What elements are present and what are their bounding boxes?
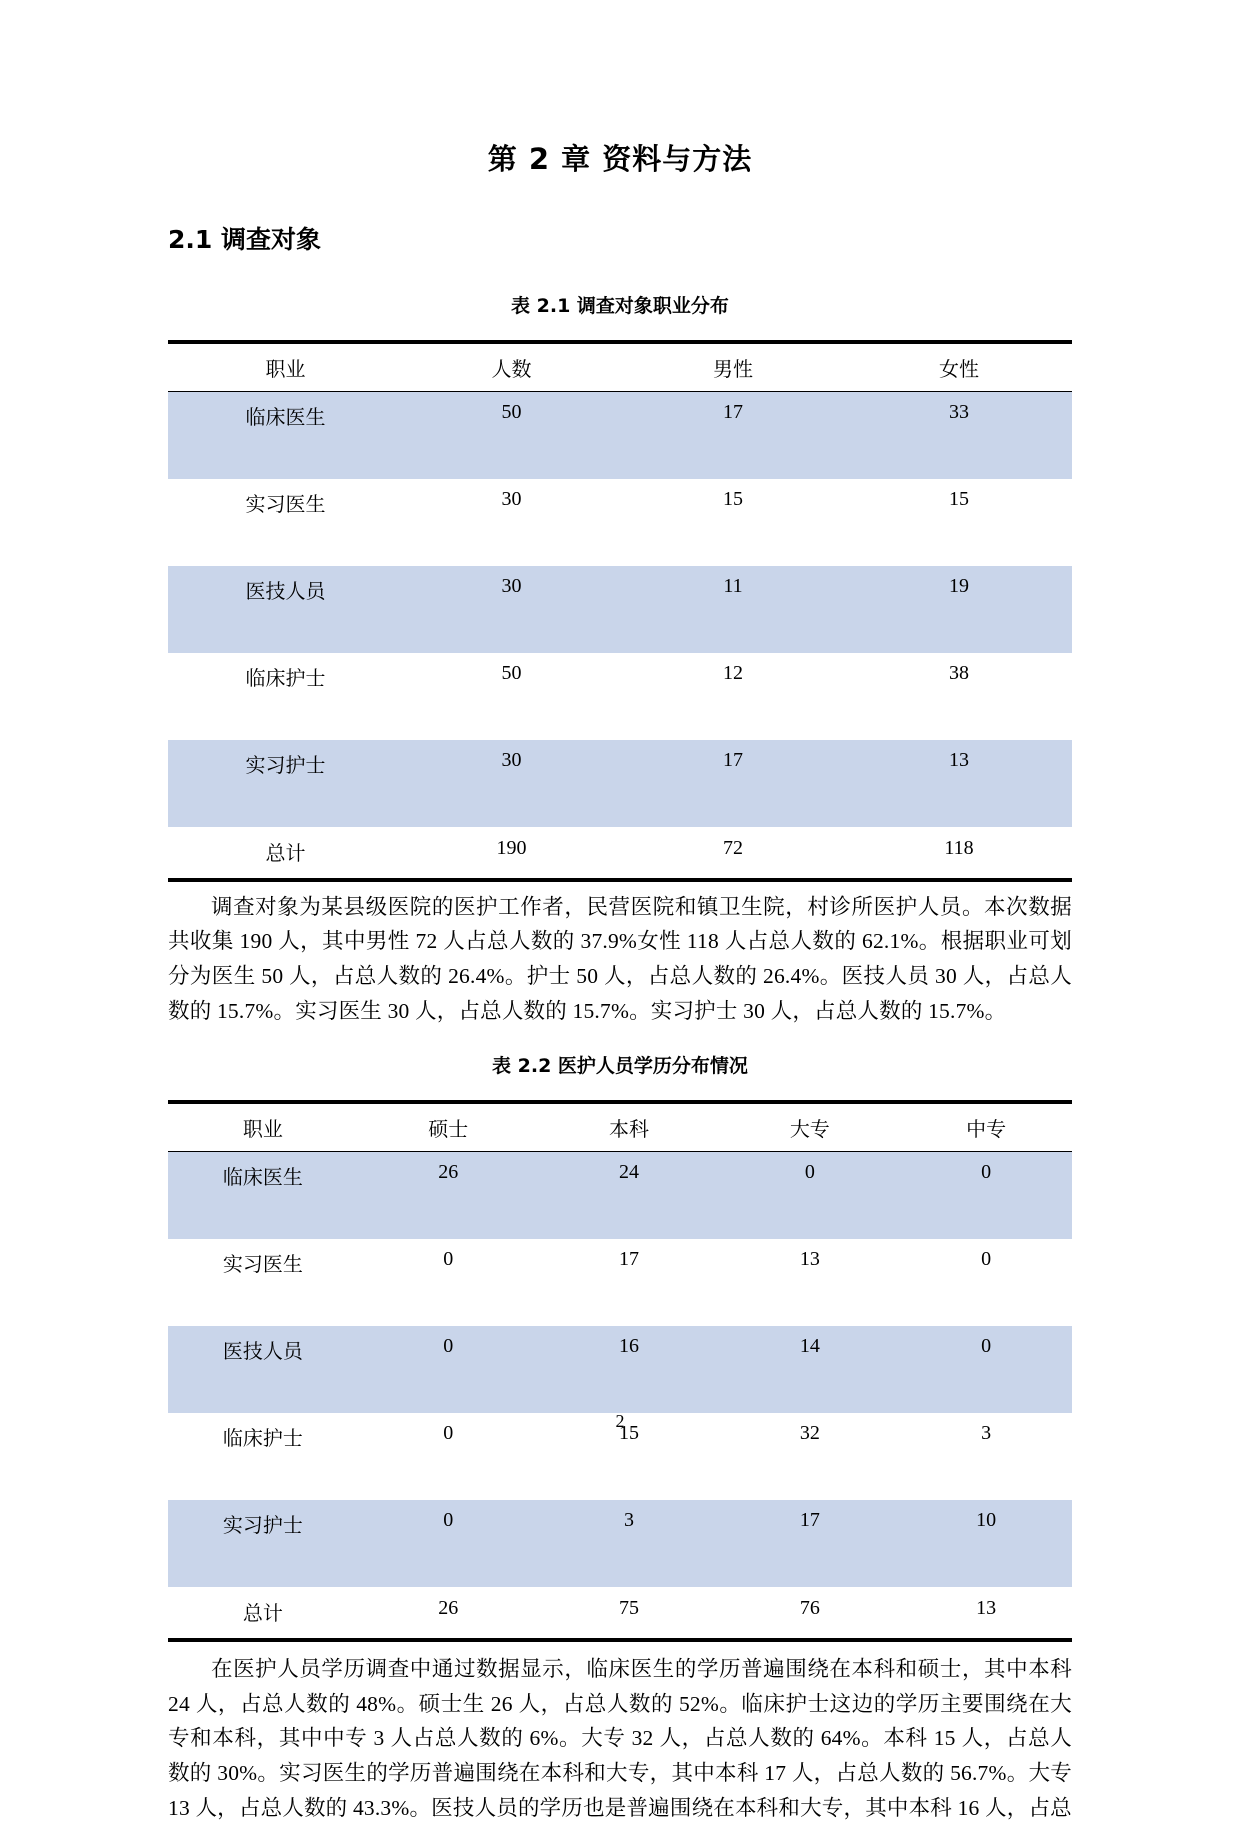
- cell-female: 19: [846, 566, 1072, 653]
- cell-master: 0: [358, 1500, 539, 1587]
- cell-college: 17: [719, 1500, 900, 1587]
- cell-master: 0: [358, 1239, 539, 1326]
- cell-vocational: 0: [900, 1326, 1072, 1413]
- table-2-caption: 表 2.2 医护人员学历分布情况: [492, 1054, 748, 1077]
- column-header-count: 人数: [403, 342, 620, 392]
- table-row: [168, 391, 1072, 479]
- cell-female: 15: [846, 479, 1072, 566]
- cell-college: 13: [719, 1239, 900, 1326]
- cell-occupation: 临床护士: [168, 1413, 358, 1500]
- cell-total-label: 总计: [168, 827, 403, 880]
- cell-bachelor: 15: [539, 1413, 720, 1500]
- cell-count: 30: [403, 740, 620, 827]
- cell-occupation: 医技人员: [168, 1326, 358, 1413]
- cell-male: 15: [620, 479, 846, 566]
- cell-male: 17: [620, 391, 846, 479]
- cell-bachelor: 3: [539, 1500, 720, 1587]
- cell-master: 0: [358, 1413, 539, 1500]
- section-title: 2.1 调查对象: [168, 224, 321, 254]
- table-education-distribution: [168, 1100, 1072, 1642]
- table-row: [168, 653, 1072, 740]
- cell-total-female: 118: [846, 827, 1072, 880]
- cell-college: 0: [719, 1151, 900, 1239]
- cell-male: 11: [620, 566, 846, 653]
- table-row: [168, 1151, 1072, 1239]
- cell-bachelor: 16: [539, 1326, 720, 1413]
- chapter-title: 第 2 章 资料与方法: [487, 142, 753, 176]
- page-number: 2: [615, 1411, 625, 1431]
- table-row: [168, 479, 1072, 566]
- table-row: [168, 1500, 1072, 1587]
- cell-vocational: 0: [900, 1151, 1072, 1239]
- column-header-occupation: 职业: [168, 342, 403, 392]
- cell-occupation: 临床医生: [168, 391, 403, 479]
- cell-occupation: 实习医生: [168, 1239, 358, 1326]
- cell-master: 26: [358, 1151, 539, 1239]
- table-row: [168, 1239, 1072, 1326]
- cell-bachelor: 17: [539, 1239, 720, 1326]
- column-header-male: 男性: [620, 342, 846, 392]
- cell-occupation: 临床医生: [168, 1151, 358, 1239]
- cell-bachelor: 24: [539, 1151, 720, 1239]
- column-header-master: 硕士: [358, 1102, 539, 1152]
- cell-female: 38: [846, 653, 1072, 740]
- paragraph-survey-subjects: 调查对象为某县级医院的医护工作者，民营医院和镇卫生院，村诊所医护人员。本次数据共收集 190 人，其中男性 72 人占总人数的 37.9%女性 118 人占总人数的 62.1%。根据职业可划分为医生 50 人，占总人数的 26.4%。护士 50 人，占总人数的 26.4%。医技人员 30 人，占总人数的 15.7%。实习医生 30 人，占总人数的 15.7%。实习护士 30 人，占总人数的 15.7%。: [168, 894, 1072, 1024]
- table-row: [168, 1326, 1072, 1413]
- table-total-row: [168, 1587, 1072, 1640]
- cell-occupation: 医技人员: [168, 566, 403, 653]
- table-total-row: [168, 827, 1072, 880]
- cell-female: 13: [846, 740, 1072, 827]
- table-1-body: [168, 391, 1072, 880]
- column-header-female: 女性: [846, 342, 1072, 392]
- cell-total-count: 190: [403, 827, 620, 880]
- table-2-body: [168, 1151, 1072, 1640]
- cell-total-bachelor: 75: [539, 1587, 720, 1640]
- cell-vocational: 10: [900, 1500, 1072, 1587]
- cell-count: 30: [403, 479, 620, 566]
- cell-count: 30: [403, 566, 620, 653]
- cell-college: 32: [719, 1413, 900, 1500]
- cell-occupation: 实习医生: [168, 479, 403, 566]
- table-row: [168, 566, 1072, 653]
- table-occupation-distribution: [168, 340, 1072, 882]
- cell-total-male: 72: [620, 827, 846, 880]
- cell-occupation: 实习护士: [168, 740, 403, 827]
- cell-vocational: 0: [900, 1239, 1072, 1326]
- column-header-vocational: 中专: [900, 1102, 1072, 1152]
- cell-female: 33: [846, 391, 1072, 479]
- table-header-row: [168, 1102, 1072, 1152]
- cell-count: 50: [403, 391, 620, 479]
- cell-total-label: 总计: [168, 1587, 358, 1640]
- cell-count: 50: [403, 653, 620, 740]
- cell-occupation: 实习护士: [168, 1500, 358, 1587]
- paragraph-education-analysis: 在医护人员学历调查中通过数据显示，临床医生的学历普遍围绕在本科和硕士，其中本科 24 人，占总人数的 48%。硕士生 26 人，占总人数的 52%。临床护士这边的学历主要围绕在大专和本科，其中中专 3 人占总人数的 6%。大专 32 人，占总人数的 64%。本科 15 人，占总人数的 30%。实习医生的学历普遍围绕在本科和大专，其中本科 17 人，占总人数的 56.7%。大专 13 人，占总人数的 43.3%。医技人员的学历也是普遍围绕在本科和大专，其中本科 16 人，占总: [168, 1656, 1072, 1821]
- cell-male: 17: [620, 740, 846, 827]
- column-header-college: 大专: [719, 1102, 900, 1152]
- column-header-bachelor: 本科: [539, 1102, 720, 1152]
- cell-total-master: 26: [358, 1587, 539, 1640]
- cell-total-college: 76: [719, 1587, 900, 1640]
- table-header-row: [168, 342, 1072, 392]
- cell-male: 12: [620, 653, 846, 740]
- cell-college: 14: [719, 1326, 900, 1413]
- cell-vocational: 3: [900, 1413, 1072, 1500]
- table-row: [168, 740, 1072, 827]
- table-1-header: [168, 342, 1072, 392]
- table-2-header: [168, 1102, 1072, 1152]
- column-header-occupation: 职业: [168, 1102, 358, 1152]
- cell-total-vocational: 13: [900, 1587, 1072, 1640]
- cell-master: 0: [358, 1326, 539, 1413]
- table-1-caption: 表 2.1 调查对象职业分布: [511, 294, 729, 317]
- cell-occupation: 临床护士: [168, 653, 403, 740]
